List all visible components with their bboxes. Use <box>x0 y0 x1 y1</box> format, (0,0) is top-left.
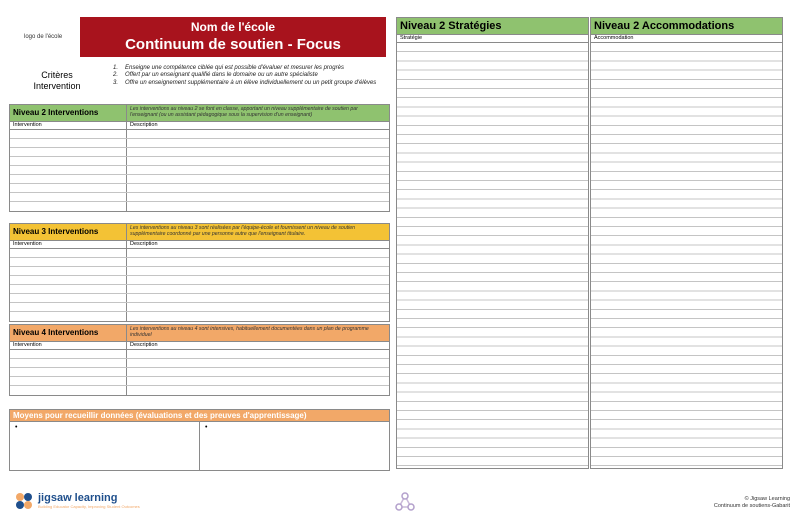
criteria-item: 1. Enseigne une compétence ciblée qui est possible d'évaluer et mesurer les progrès <box>113 65 344 71</box>
tier2-header <box>10 105 389 122</box>
intervention-cell[interactable] <box>10 386 127 395</box>
intervention-cell[interactable] <box>10 276 127 284</box>
tier3-rows <box>10 249 389 321</box>
table-row[interactable] <box>10 267 389 276</box>
intervention-cell[interactable] <box>10 175 127 183</box>
data-collection-left-field[interactable] <box>10 422 199 470</box>
bullet: • <box>15 424 18 431</box>
strategies-title: Niveau 2 Stratégies <box>397 18 588 35</box>
brand-tagline: Building Educator Capacity, Improving Student Outcomes <box>38 504 140 509</box>
intervention-cell[interactable] <box>10 285 127 293</box>
accommodations-section <box>590 17 783 469</box>
tier2-section <box>9 104 390 212</box>
strategies-section <box>396 17 589 469</box>
table-row[interactable] <box>10 157 389 166</box>
page-title: Continuum de soutien - Focus <box>125 36 341 53</box>
school-name: Nom de l'école <box>190 20 276 34</box>
intervention-column-header: Intervention <box>10 342 127 349</box>
intervention-column-header: Intervention <box>10 122 127 129</box>
table-row[interactable] <box>10 139 389 148</box>
table-row[interactable] <box>10 312 389 321</box>
tier3-title: Niveau 3 Interventions <box>10 224 127 240</box>
document-name: Continuum de soutiens-Gabarit <box>713 503 790 509</box>
table-row[interactable] <box>10 368 389 377</box>
accommodations-rows[interactable] <box>591 43 782 468</box>
tier3-header <box>10 224 389 241</box>
table-row[interactable] <box>10 377 389 386</box>
accommodations-title: Niveau 2 Accommodations <box>591 18 782 35</box>
intervention-cell[interactable] <box>10 166 127 174</box>
intervention-cell[interactable] <box>10 130 127 138</box>
table-row[interactable] <box>10 249 389 258</box>
intervention-cell[interactable] <box>10 202 127 211</box>
table-row[interactable] <box>10 202 389 211</box>
intervention-cell[interactable] <box>10 377 127 385</box>
accommodation-column-header: Accommodation <box>591 35 782 43</box>
tier3-description: Les interventions au niveau 3 sont réalisées par l'équipe-école et fournissent un niveau de soutien supplémentaire coordonné par une personne autre que l'enseignant titulaire. <box>130 225 356 238</box>
table-row[interactable] <box>10 276 389 285</box>
tier3-section <box>9 223 390 322</box>
tier2-rows <box>10 130 389 211</box>
tier2-column-headers <box>10 122 389 130</box>
intervention-column-header: Intervention <box>10 241 127 248</box>
table-row[interactable] <box>10 193 389 202</box>
table-row[interactable] <box>10 303 389 312</box>
intervention-cell[interactable] <box>10 148 127 156</box>
tier3-column-headers <box>10 241 389 249</box>
intervention-cell[interactable] <box>10 139 127 147</box>
criteria-item: 3. Offre un enseignement supplémentaire à un élève individuellement ou un petit groupe d'élèves <box>113 79 377 86</box>
jigsaw-learning-logo <box>14 492 140 510</box>
data-collection-right-field[interactable] <box>199 422 389 470</box>
table-row[interactable] <box>10 130 389 139</box>
intervention-cell[interactable] <box>10 249 127 257</box>
tier4-column-headers <box>10 342 389 350</box>
table-row[interactable] <box>10 258 389 267</box>
intervention-cell[interactable] <box>10 350 127 358</box>
strategies-rows[interactable] <box>397 43 588 468</box>
tier2-title: Niveau 2 Interventions <box>10 105 127 121</box>
share-nodes-icon <box>395 492 415 517</box>
intervention-cell[interactable] <box>10 359 127 367</box>
intervention-cell[interactable] <box>10 258 127 266</box>
table-row[interactable] <box>10 184 389 193</box>
data-collection-section <box>9 409 390 471</box>
criteria-item: 2. Offert par un enseignant qualifié dans le domaine ou un autre spécialiste <box>113 72 318 79</box>
intervention-cell[interactable] <box>10 184 127 192</box>
tier4-description: Les interventions au niveau 4 sont intensives, habituellement documentées dans un plan de programme individuel <box>130 326 369 339</box>
footer-copyright <box>690 496 790 510</box>
table-row[interactable] <box>10 359 389 368</box>
intervention-cell[interactable] <box>10 368 127 376</box>
strategy-column-header: Stratégie <box>397 35 588 43</box>
data-collection-title: Moyens pour recueillir données (évaluations et des preuves d'apprentissage) <box>10 410 389 422</box>
table-row[interactable] <box>10 386 389 395</box>
intervention-cell[interactable] <box>10 303 127 311</box>
intervention-cell[interactable] <box>10 157 127 165</box>
copyright-text: © Jigsaw Learning <box>744 496 790 502</box>
description-column-header: Description <box>130 122 158 128</box>
tier2-description: Les interventions au niveau 2 se font en classe, apportant un niveau supplémentaire de soutien par l'enseignant (ou un assistant pédagogique sous la supervision d'un enseignant) <box>130 106 358 119</box>
title-banner <box>80 17 386 57</box>
jigsaw-logo-icon <box>14 492 34 510</box>
intervention-cell[interactable] <box>10 294 127 302</box>
table-row[interactable] <box>10 294 389 303</box>
intervention-cell[interactable] <box>10 267 127 275</box>
intervention-cell[interactable] <box>10 312 127 321</box>
table-row[interactable] <box>10 175 389 184</box>
intervention-cell[interactable] <box>10 193 127 201</box>
table-row[interactable] <box>10 148 389 157</box>
school-logo-placeholder: logo de l'école <box>24 34 63 40</box>
tier4-header <box>10 325 389 342</box>
bullet: • <box>205 424 208 431</box>
table-row[interactable] <box>10 285 389 294</box>
criteria-list <box>113 65 393 87</box>
description-column-header: Description <box>130 241 158 247</box>
tier4-title: Niveau 4 Interventions <box>10 325 127 341</box>
table-row[interactable] <box>10 166 389 175</box>
table-row[interactable] <box>10 350 389 359</box>
tier4-rows <box>10 350 389 395</box>
brand-name: jigsaw learning <box>38 492 118 504</box>
criteria-label: Critères Intervention <box>33 70 81 91</box>
description-column-header: Description <box>130 342 158 348</box>
tier4-section <box>9 324 390 396</box>
